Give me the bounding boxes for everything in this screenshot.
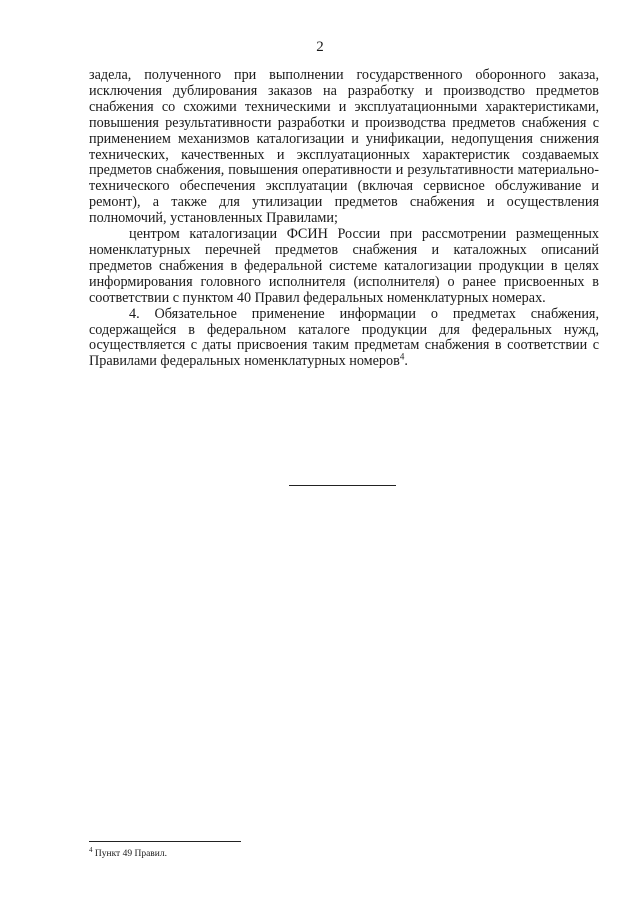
document-body <box>89 68 599 370</box>
footnote-divider <box>89 841 241 842</box>
paragraph-4 <box>89 307 599 371</box>
footnote-marker: 4 <box>89 845 93 854</box>
footnote-text: Пункт 49 Правил. <box>92 849 167 859</box>
paragraph-4-end: . <box>404 353 408 370</box>
footnote-reference: 4 <box>399 351 405 362</box>
page-number: 2 <box>316 39 324 55</box>
paragraph-continuation: задела, полученного при выполнении государственного оборонного заказа, исключения дублирования заказов на разработку и производство предметов снабжения со схожими техническими и эксплуатационными характеристиками, повышения результативности разработки и производства предметов снабжения с применением механизмов каталогизации и унификации, недопущения снижения технических, качественных и эксплуатационных характеристик создаваемых предметов снабжения, повышения оперативности и результативности материально-технического обеспечения эксплуатации (включая сервисное обслуживание и ремонт), а также для утилизации предметов снабжения и осуществления полномочий, установленных Правилами; <box>89 67 599 227</box>
paragraph-catalog-center: центром каталогизации ФСИН России при рассмотрении размещенных номенклатурных перечней предметов снабжения и каталожных описаний предметов снабжения в федеральной системе каталогизации продукции в целях информирования головного исполнителя (исполнителя) о ранее присвоенных в соответствии с пунктом 40 Правил федеральных номенклатурных номерах. <box>89 226 599 306</box>
paragraph-4-text: 4. Обязательное применение информации о предметах снабжения, содержащейся в федеральном каталоге продукции для федеральных нужд, осуществляется с даты присвоения таким предметам снабжения в соответствии с Правилами федеральных номенклатурных номеров <box>89 305 599 370</box>
end-of-text-divider <box>289 485 396 486</box>
footnote <box>89 845 167 860</box>
